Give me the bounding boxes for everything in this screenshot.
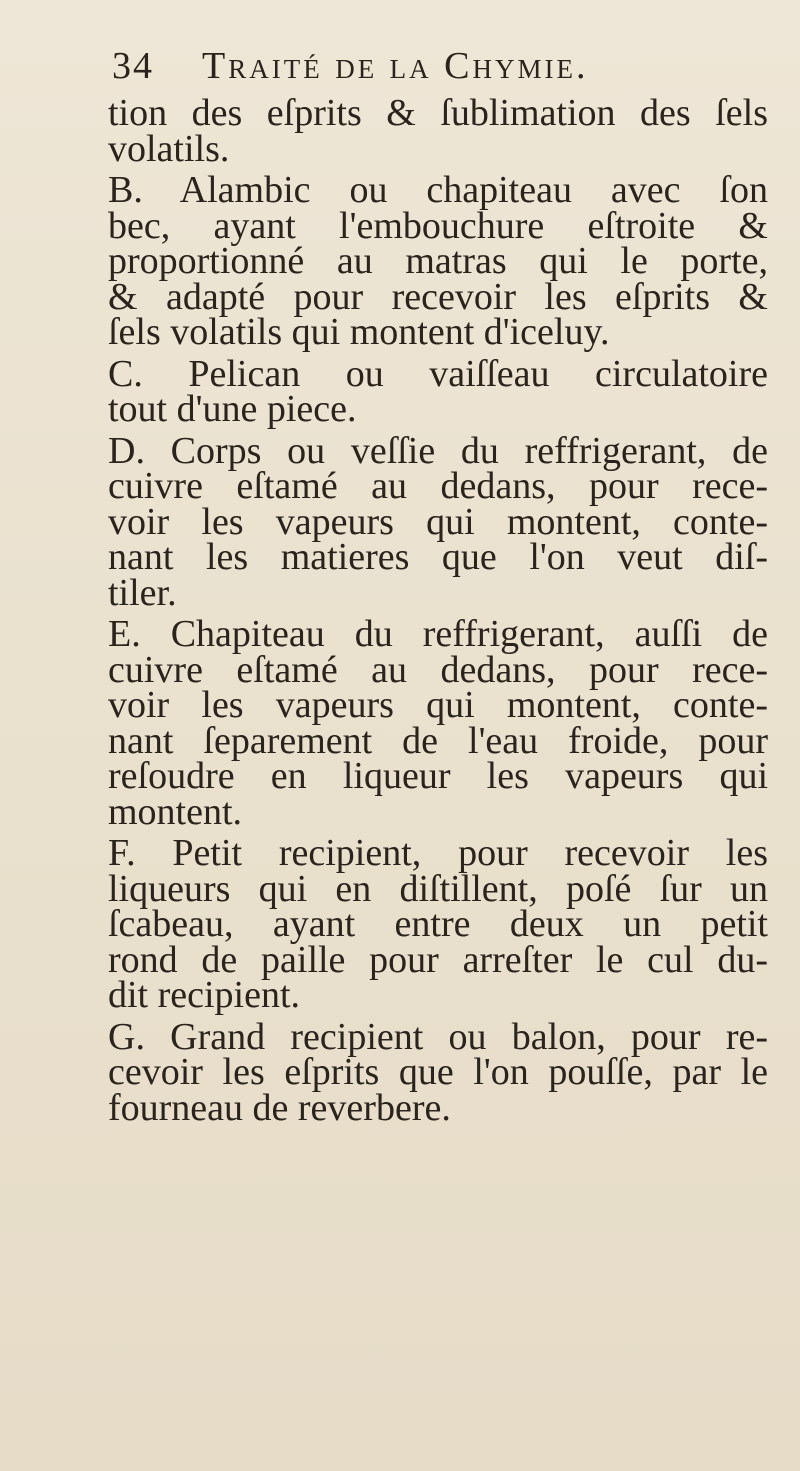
- text-line: ſcabeau, ayant entre deux un petit: [108, 903, 768, 945]
- text-line: G. Grand recipient ou balon, pour re-: [108, 1015, 768, 1058]
- text-line: E. Chapiteau du reffrigerant, auſſi de: [108, 613, 768, 655]
- text-line: cuivre eſtamé au dedans, pour rece-: [108, 465, 768, 507]
- text-line: tiler.: [108, 571, 177, 614]
- text-line: proportionné au matras qui le porte,: [108, 240, 768, 282]
- paragraph-b-alambic: [108, 169, 768, 353]
- text-line: F. Petit recipient, pour recevoir les: [108, 832, 768, 874]
- text-line: fourneau de reverbere.: [108, 1086, 451, 1129]
- text-line: ſels volatils qui montent d'iceluy.: [108, 311, 610, 353]
- text-line: nant ſeparement de l'eau froide, pour: [108, 719, 768, 762]
- text-line: montent.: [108, 790, 243, 833]
- text-line: bec, ayant l'embouchure eſtroite &: [108, 204, 768, 247]
- paragraph-f-petit-recipient: [108, 832, 768, 1016]
- text-line: nant les matieres que l'on veut diſ-: [108, 536, 768, 578]
- page-body: [108, 92, 768, 1129]
- text-line: dit recipient.: [108, 974, 301, 1016]
- paragraph-g-grand-recipient: [108, 1015, 768, 1129]
- text-line: reſoudre en liqueur les vapeurs qui: [108, 755, 768, 797]
- text-line: cevoir les eſprits que l'on pouſſe, par le: [108, 1051, 768, 1093]
- text-line: & adapté pour recevoir les eſprits &: [108, 275, 768, 318]
- running-title: Traité de la Chymie.: [202, 45, 589, 87]
- text-line: tion des eſprits & ſublimation des ſels: [108, 92, 768, 134]
- text-line: liqueurs qui en diſtillent, poſé ſur un: [108, 867, 768, 910]
- text-line: volatils.: [108, 127, 230, 170]
- paragraph-d-corps: [108, 429, 768, 614]
- text-line: C. Pelican ou vaiſſeau circulatoire: [108, 352, 768, 395]
- text-line: cuivre eſtamé au dedans, pour rece-: [108, 648, 768, 691]
- paragraph-e-chapiteau: [108, 613, 768, 833]
- page-number: 34: [112, 45, 154, 87]
- text-line: voir les vapeurs qui montent, conte-: [108, 500, 768, 543]
- text-line: rond de paille pour arreſter le cul du-: [108, 938, 768, 981]
- text-line: tout d'une piece.: [108, 388, 357, 430]
- text-line: B. Alambic ou chapiteau avec ſon: [108, 169, 768, 211]
- paragraph-c-pelican: [108, 352, 768, 430]
- text-line: voir les vapeurs qui montent, conte-: [108, 684, 768, 726]
- paragraph-continuation: [108, 92, 768, 170]
- text-line: D. Corps ou veſſie du reffrigerant, de: [108, 429, 768, 472]
